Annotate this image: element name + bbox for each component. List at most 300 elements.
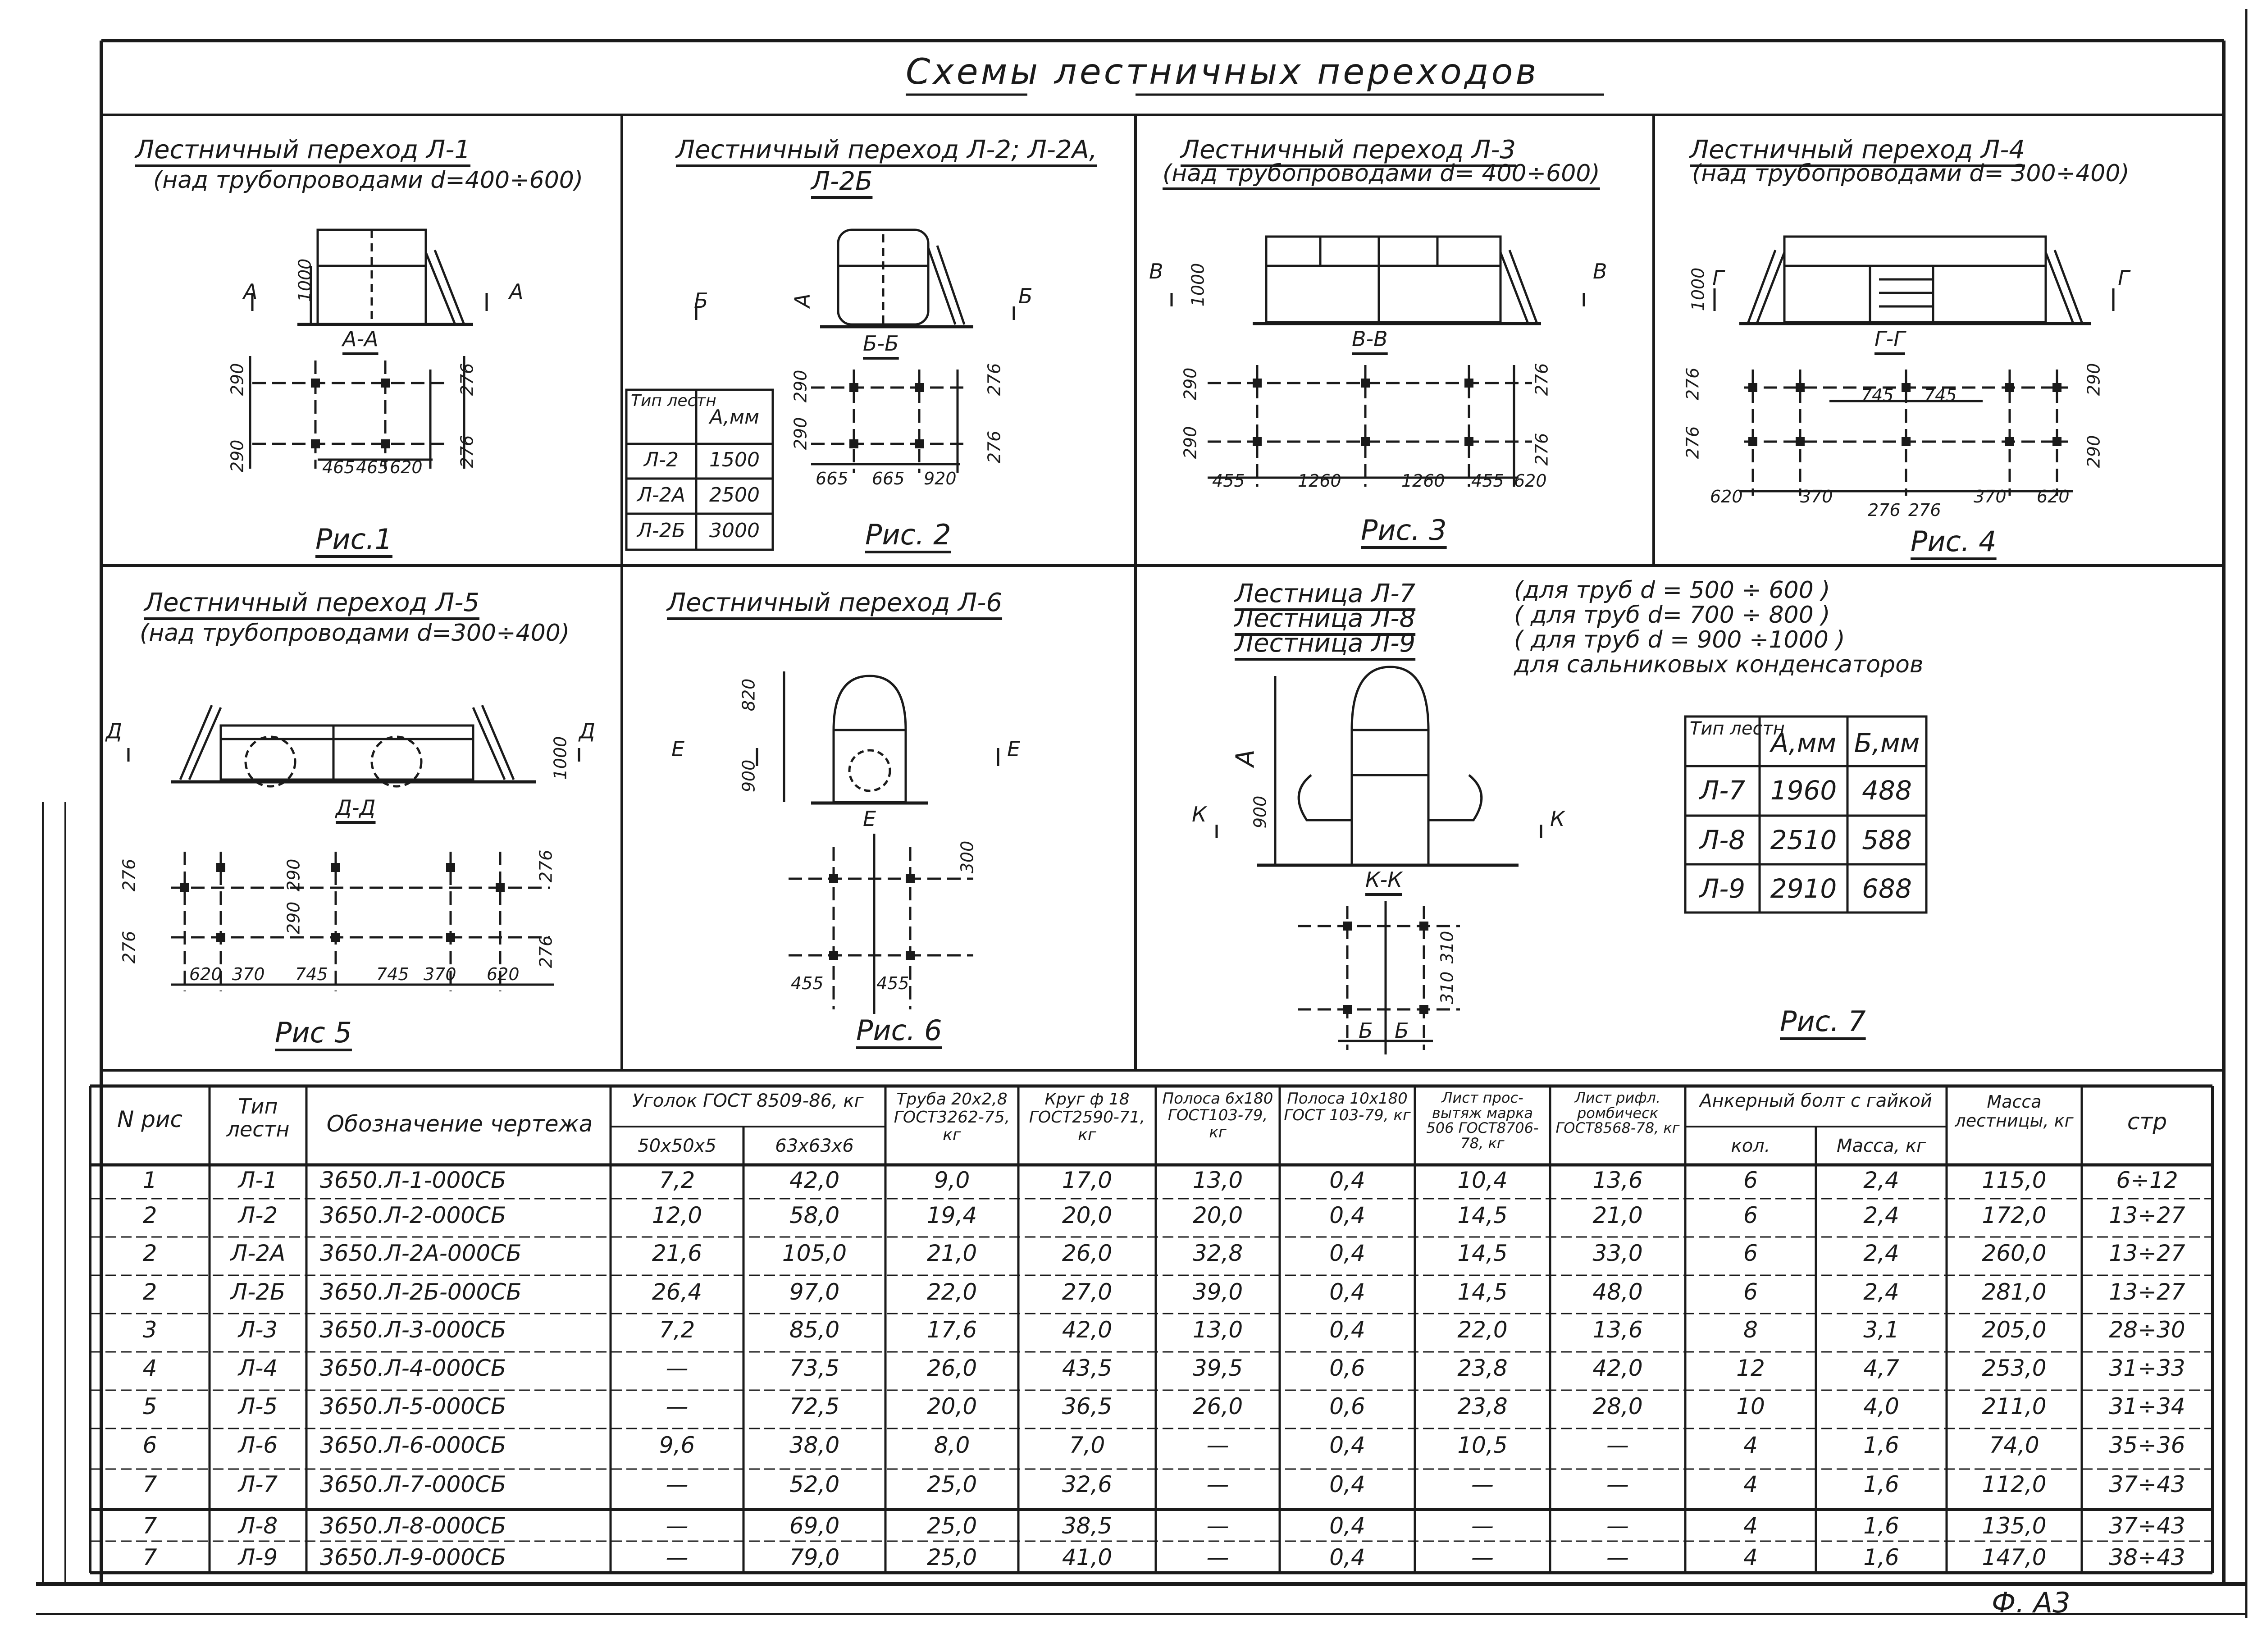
spec-cell: 1,6: [1863, 1513, 1899, 1539]
spec-cell: 7: [142, 1544, 157, 1570]
panel7-table-header-b: Б,мм: [1854, 728, 1920, 758]
spec-cell: 0,4: [1329, 1240, 1365, 1266]
panel7-table-cell: Л-7: [1699, 775, 1746, 806]
spec-cell: 20,0: [926, 1393, 977, 1419]
panel7-table-cell: Л-9: [1699, 873, 1746, 904]
spec-cell: 7,2: [659, 1317, 695, 1343]
spec-cell: Л-6: [238, 1432, 278, 1458]
spec-cell: Л-2А: [230, 1240, 286, 1266]
spec-cell: —: [1606, 1471, 1629, 1497]
spec-cell: 9,0: [934, 1167, 970, 1193]
panel3-mark-left: В: [1149, 259, 1163, 283]
panel2-table-cell: 2500: [709, 484, 760, 507]
spec-cell: 6÷12: [2116, 1167, 2178, 1193]
panel7-note-l9: ( для труб d = 900 ÷1000 ): [1514, 626, 1845, 653]
spec-cell: 4,7: [1863, 1355, 1899, 1381]
spec-cell: 3650.Л-2Б-000СБ: [320, 1279, 522, 1305]
spec-cell: 3650.Л-8-000СБ: [320, 1513, 506, 1539]
panel7-mark-right: К: [1550, 807, 1565, 831]
spec-cell: Л-7: [238, 1471, 278, 1497]
panel6-mark-right: Е: [1007, 737, 1021, 761]
panel7-title-l8: Лестница Л-8: [1235, 604, 1416, 633]
spec-cell: 5: [142, 1393, 157, 1419]
spec-cell: 85,0: [789, 1317, 840, 1343]
panel3-dim-v4: 276: [1532, 433, 1552, 466]
spec-cell: 205,0: [1982, 1317, 2047, 1343]
panel7-dim-a: А: [1231, 749, 1260, 767]
spec-cell: 25,0: [926, 1471, 977, 1497]
panel2-table-header-type: Тип лестн: [631, 392, 716, 410]
spec-cell: 32,6: [1062, 1471, 1113, 1497]
spec-cell: 19,4: [926, 1202, 977, 1228]
panel2-dim-v1: 290: [790, 370, 811, 403]
panel7-mark-left: К: [1192, 802, 1207, 826]
panel5-title: Лестничный переход Л-5: [144, 588, 480, 617]
panel3-dim-b1: 455: [1212, 471, 1245, 491]
spec-cell: 38,5: [1062, 1513, 1113, 1539]
spec-cell: 0,4: [1329, 1432, 1365, 1458]
panel7-dim-b1: Б: [1359, 1018, 1373, 1043]
panel1-section: А-А: [342, 327, 379, 351]
panel7-table-header-a: А,мм: [1770, 728, 1837, 758]
spec-header-n: N рис: [117, 1106, 183, 1132]
panel7-note-l7: (для труб d = 500 ÷ 600 ): [1514, 577, 1830, 604]
panel2-table-header-a: А,мм: [709, 406, 760, 429]
spec-cell: 21,6: [652, 1240, 702, 1266]
panel7-table-cell: 488: [1862, 775, 1912, 806]
panel6-mark-left: Е: [671, 737, 685, 761]
spec-cell: —: [1606, 1544, 1629, 1570]
panel4-dim-t2: 745: [1924, 385, 1957, 405]
spec-cell: 6: [1743, 1202, 1758, 1228]
panel3-dim-b2: 1260: [1298, 471, 1341, 491]
panel1-dim-v4: 276: [457, 435, 477, 468]
panel2-title: Лестничный переход Л-2; Л-2А,: [676, 135, 1097, 164]
spec-cell: 42,0: [1592, 1355, 1643, 1381]
spec-cell: 42,0: [789, 1167, 840, 1193]
spec-cell: 13,0: [1192, 1167, 1243, 1193]
spec-cell: 3: [142, 1317, 157, 1343]
panel1-figure-label: Рис.1: [315, 523, 392, 556]
spec-cell: —: [1471, 1544, 1494, 1570]
panel7-drawing: [1217, 667, 1926, 1054]
panel2-section: Б-Б: [863, 331, 899, 356]
panel5-dim-b1: 620: [189, 964, 222, 984]
spec-cell: Л-8: [238, 1513, 278, 1539]
panel6-dim-b1: 455: [791, 973, 824, 993]
panel1-dim-v2: 290: [227, 439, 247, 473]
panel1-dim-h: 1000: [295, 258, 315, 302]
spec-cell: —: [666, 1513, 689, 1539]
panel4-dim-b3: 276: [1868, 500, 1901, 520]
spec-cell: 41,0: [1062, 1544, 1113, 1570]
spec-cell: 0,4: [1329, 1544, 1365, 1570]
spec-cell: 13,0: [1192, 1317, 1243, 1343]
panel5-dim-b2: 370: [232, 964, 265, 984]
panel1-dim-v1: 290: [227, 363, 247, 396]
panel6-figure-label: Рис. 6: [856, 1014, 942, 1047]
panel1-dim-b3: 620: [390, 457, 423, 477]
spec-cell: 26,4: [652, 1279, 702, 1305]
spec-cell: —: [1206, 1471, 1229, 1497]
panel5-figure-label: Рис 5: [275, 1016, 352, 1049]
spec-cell: 17,6: [926, 1317, 977, 1343]
spec-cell: 12: [1736, 1355, 1765, 1381]
spec-cell: 23,8: [1457, 1393, 1508, 1419]
panel7-table-cell: 588: [1862, 825, 1912, 855]
panel4-dim-b2: 370: [1800, 487, 1833, 507]
spec-cell: —: [666, 1393, 689, 1419]
panel1-subtitle: (над трубопроводами d=400÷600): [153, 167, 584, 194]
panel5-dim-v4: 290: [283, 901, 304, 935]
panel2-dim-b3: 920: [924, 469, 957, 488]
panel1-dim-b2: 465: [356, 457, 389, 477]
spec-cell: 0,4: [1329, 1317, 1365, 1343]
spec-cell: 3,1: [1863, 1317, 1899, 1343]
spec-cell: 1,6: [1863, 1471, 1899, 1497]
spec-cell: 4: [1743, 1513, 1758, 1539]
panel5-subtitle: (над трубопроводами d=300÷400): [140, 620, 570, 647]
panel5-dim-v3: 290: [283, 858, 304, 892]
spec-cell: 1: [142, 1167, 157, 1193]
panel3-mark-right: В: [1593, 259, 1607, 283]
panel5-dim-b4: 745: [376, 964, 409, 984]
panel5-drawing: [128, 705, 579, 991]
spec-cell: 6: [1743, 1167, 1758, 1193]
format-stamp: Ф. А3: [1992, 1586, 2071, 1619]
spec-cell: 28÷30: [2109, 1317, 2185, 1343]
spec-header-bolt-qty: кол.: [1731, 1136, 1770, 1156]
spec-cell: 26,0: [1192, 1393, 1243, 1419]
spec-cell: 147,0: [1982, 1544, 2047, 1570]
spec-cell: 4,0: [1863, 1393, 1899, 1419]
panel7-table-cell: 688: [1862, 873, 1912, 904]
spec-cell: 112,0: [1982, 1471, 2047, 1497]
panel6-dim-h1: 820: [739, 678, 759, 712]
spec-cell: 14,5: [1457, 1202, 1508, 1228]
panel2-dim-b2: 665: [872, 469, 905, 488]
panel7-table-cell: 2910: [1770, 873, 1837, 904]
panel3-dim-v3: 276: [1532, 363, 1552, 396]
panel5-mark-right: Д: [579, 719, 595, 743]
spec-cell: 39,5: [1192, 1355, 1243, 1381]
spec-cell: 13÷27: [2109, 1202, 2185, 1228]
spec-cell: Л-1: [238, 1167, 278, 1193]
spec-cell: 2,4: [1863, 1167, 1899, 1193]
spec-cell: 22,0: [1457, 1317, 1508, 1343]
spec-cell: 7: [142, 1513, 157, 1539]
panel4-figure-label: Рис. 4: [1911, 525, 1997, 558]
spec-cell: 26,0: [1062, 1240, 1113, 1266]
spec-cell: 105,0: [782, 1240, 847, 1266]
spec-cell: 260,0: [1982, 1240, 2047, 1266]
spec-cell: 2,4: [1863, 1279, 1899, 1305]
spec-header-strip10: Полоса 10х180 ГОСТ 103-79, кг: [1284, 1090, 1411, 1125]
panel2-dim-b1: 665: [816, 469, 848, 488]
panel4-dim-t1: 745: [1861, 385, 1894, 405]
spec-cell: Л-5: [238, 1393, 278, 1419]
panel6-dim-h2: 900: [739, 759, 759, 793]
spec-cell: 28,0: [1592, 1393, 1643, 1419]
spec-cell: 21,0: [1592, 1202, 1643, 1228]
spec-cell: 115,0: [1982, 1167, 2047, 1193]
spec-cell: 4: [1743, 1471, 1758, 1497]
spec-cell: 20,0: [1192, 1202, 1243, 1228]
spec-cell: 9,6: [659, 1432, 695, 1458]
spec-cell: 21,0: [926, 1240, 977, 1266]
spec-cell: 3650.Л-7-000СБ: [320, 1471, 506, 1497]
spec-cell: —: [1606, 1513, 1629, 1539]
spec-cell: 43,5: [1062, 1355, 1113, 1381]
panel2-dim-v3: 276: [984, 363, 1004, 396]
spec-header-angle-63: 63х63х6: [775, 1136, 854, 1156]
spec-cell: 7: [142, 1471, 157, 1497]
spec-cell: 14,5: [1457, 1240, 1508, 1266]
spec-cell: 0,6: [1329, 1393, 1365, 1419]
panel3-subtitle: (над трубопроводами d= 400÷600): [1163, 160, 1600, 187]
spec-header-angle-50: 50х50х5: [638, 1136, 716, 1156]
panel2-table-cell: Л-2Б: [637, 519, 686, 542]
spec-cell: 0,4: [1329, 1279, 1365, 1305]
spec-cell: 2: [142, 1202, 157, 1228]
spec-cell: 27,0: [1062, 1279, 1113, 1305]
spec-cell: 72,5: [789, 1393, 840, 1419]
spec-cell: —: [1471, 1513, 1494, 1539]
spec-cell: —: [1606, 1432, 1629, 1458]
panel3-section: В-В: [1352, 327, 1388, 351]
spec-cell: 31÷34: [2109, 1393, 2185, 1419]
spec-cell: 281,0: [1982, 1279, 2047, 1305]
panel7-figure-label: Рис. 7: [1780, 1005, 1866, 1038]
panel5-dim-v1: 276: [119, 858, 139, 892]
spec-cell: 32,8: [1192, 1240, 1243, 1266]
spec-cell: 2,4: [1863, 1240, 1899, 1266]
spec-cell: —: [1206, 1513, 1229, 1539]
spec-cell: 13,6: [1592, 1167, 1643, 1193]
panel7-table-cell: Л-8: [1699, 825, 1746, 855]
panel2-figure-label: Рис. 2: [865, 518, 951, 551]
panel4-subtitle: (над трубопроводами d= 300÷400): [1692, 160, 2130, 187]
spec-cell: 20,0: [1062, 1202, 1113, 1228]
panel2-table-cell: Л-2: [644, 448, 679, 471]
panel4-mark-right: Г: [2118, 266, 2130, 290]
spec-cell: 38,0: [789, 1432, 840, 1458]
panel3-dim-b5: 620: [1514, 471, 1547, 491]
spec-cell: 0,4: [1329, 1167, 1365, 1193]
spec-cell: 172,0: [1982, 1202, 2047, 1228]
panel3-figure-label: Рис. 3: [1361, 514, 1447, 547]
spec-cell: 36,5: [1062, 1393, 1113, 1419]
spec-cell: 0,4: [1329, 1513, 1365, 1539]
panel4-dim-b5: 370: [1974, 487, 2007, 507]
spec-cell: 3650.Л-9-000СБ: [320, 1544, 506, 1570]
panel2-dim-a: А: [790, 293, 815, 308]
panel2-title-line2: Л-2Б: [811, 167, 873, 196]
spec-cell: Л-9: [238, 1544, 278, 1570]
spec-cell: 22,0: [926, 1279, 977, 1305]
panel7-dim-h: 900: [1250, 795, 1270, 829]
panel2-table-cell: 3000: [709, 519, 760, 542]
spec-cell: 42,0: [1062, 1317, 1113, 1343]
spec-cell: 8: [1743, 1317, 1758, 1343]
spec-cell: 6: [142, 1432, 157, 1458]
panel6-title: Лестничный переход Л-6: [667, 588, 1003, 617]
spec-cell: 97,0: [789, 1279, 840, 1305]
panel4-dim-b6: 620: [2037, 487, 2070, 507]
panel3-dim-v2: 290: [1180, 426, 1200, 459]
spec-cell: 73,5: [789, 1355, 840, 1381]
panel5-mark-left: Д: [106, 719, 122, 743]
panel2-table-cell: Л-2А: [637, 484, 686, 507]
spec-header-angle: Уголок ГОСТ 8509-86, кг: [632, 1091, 864, 1111]
spec-cell: —: [1206, 1432, 1229, 1458]
spec-cell: 13÷27: [2109, 1240, 2185, 1266]
panel4-drawing: [1715, 237, 2113, 496]
panel5-section: Д-Д: [336, 795, 376, 820]
panel2-dim-v4: 276: [984, 430, 1004, 464]
spec-cell: 6: [1743, 1279, 1758, 1305]
panel1-title: Лестничный переход Л-1: [135, 135, 471, 164]
spec-cell: 0,4: [1329, 1471, 1365, 1497]
spec-cell: Л-4: [238, 1355, 278, 1381]
spec-header-round: Круг ф 18 ГОСТ2590-71, кг: [1029, 1090, 1145, 1145]
panel4-section: Г-Г: [1874, 327, 1905, 351]
panel7-note-l8: ( для труб d= 700 ÷ 800 ): [1514, 602, 1830, 629]
panel4-mark-left: Г: [1712, 266, 1724, 290]
panel5-dim-v2: 276: [119, 931, 139, 964]
spec-cell: 7,0: [1069, 1432, 1105, 1458]
spec-cell: 10,5: [1457, 1432, 1508, 1458]
spec-cell: 79,0: [789, 1544, 840, 1570]
spec-header-page: стр: [2127, 1109, 2167, 1135]
panel4-dim-b1: 620: [1710, 487, 1743, 507]
spec-cell: 25,0: [926, 1544, 977, 1570]
panel2-table-cell: 1500: [709, 448, 760, 471]
panel5-dim-v5: 276: [536, 849, 556, 883]
spec-cell: 39,0: [1192, 1279, 1243, 1305]
panel7-note-condensers: для сальниковых конденсаторов: [1514, 651, 1924, 678]
panel1-dim-v3: 276: [457, 363, 477, 396]
spec-cell: 48,0: [1592, 1279, 1643, 1305]
spec-header-strip6: Полоса 6х180 ГОСТ103-79, кг: [1162, 1090, 1273, 1141]
spec-header-bolt-mass: Масса, кг: [1836, 1136, 1926, 1156]
spec-cell: 69,0: [789, 1513, 840, 1539]
spec-cell: 58,0: [789, 1202, 840, 1228]
spec-cell: 7,2: [659, 1167, 695, 1193]
spec-header-drawing: Обозначение чертежа: [326, 1111, 593, 1137]
spec-header-pipe: Труба 20х2,8 ГОСТ3262-75, кг: [894, 1090, 1010, 1145]
spec-header-bolt: Анкерный болт с гайкой: [1700, 1091, 1932, 1111]
spec-cell: 211,0: [1982, 1393, 2047, 1419]
spec-cell: 135,0: [1982, 1513, 2047, 1539]
spec-cell: 52,0: [789, 1471, 840, 1497]
panel3-dim-b4: 455: [1471, 471, 1504, 491]
panel6-dim-v1: 300: [957, 840, 977, 874]
spec-cell: Л-2: [238, 1202, 278, 1228]
sheet-title: Схемы лестничных переходов: [906, 52, 1539, 92]
spec-cell: 1,6: [1863, 1432, 1899, 1458]
panel3-dim-v1: 290: [1180, 367, 1200, 401]
spec-cell: 25,0: [926, 1513, 977, 1539]
panel5-dim-b6: 620: [487, 964, 520, 984]
panel7-title-l9: Лестница Л-9: [1235, 629, 1416, 658]
spec-header-sheet-ribbed: Лист рифл. ромбическ ГОСТ8568-78, кг: [1555, 1089, 1680, 1137]
spec-cell: —: [666, 1355, 689, 1381]
spec-cell: 37÷43: [2109, 1471, 2185, 1497]
spec-cell: 31÷33: [2109, 1355, 2185, 1381]
spec-cell: 4: [1743, 1432, 1758, 1458]
spec-cell: 8,0: [934, 1432, 970, 1458]
panel6-section: Е: [863, 807, 876, 831]
spec-cell: —: [666, 1544, 689, 1570]
panel1-mark-left: А: [243, 279, 258, 304]
spec-cell: 3650.Л-1-000СБ: [320, 1167, 506, 1193]
spec-cell: 3650.Л-2А-000СБ: [320, 1240, 522, 1266]
panel7-table-header-type: Тип лестн: [1690, 718, 1785, 739]
spec-cell: —: [1471, 1471, 1494, 1497]
panel2-mark-left: Б: [694, 288, 708, 313]
spec-cell: 3650.Л-4-000СБ: [320, 1355, 506, 1381]
panel1-dim-b1: 465: [322, 457, 355, 477]
spec-cell: —: [666, 1471, 689, 1497]
spec-cell: 6: [1743, 1240, 1758, 1266]
spec-cell: 35÷36: [2109, 1432, 2185, 1458]
panel4-dim-v2: 276: [1683, 426, 1703, 459]
panel4-dim-h: 1000: [1688, 267, 1708, 311]
spec-cell: 10: [1736, 1393, 1765, 1419]
spec-cell: Л-2Б: [230, 1279, 286, 1305]
spec-cell: 12,0: [652, 1202, 702, 1228]
spec-cell: 4: [1743, 1544, 1758, 1570]
spec-cell: 3650.Л-2-000СБ: [320, 1202, 506, 1228]
panel2-mark-right: Б: [1018, 284, 1033, 308]
spec-cell: 14,5: [1457, 1279, 1508, 1305]
spec-cell: 2,4: [1863, 1202, 1899, 1228]
panel5-dim-h: 1000: [550, 736, 570, 780]
spec-cell: 13,6: [1592, 1317, 1643, 1343]
panel5-dim-b3: 745: [295, 964, 328, 984]
panel4-dim-v4: 290: [2084, 435, 2104, 468]
spec-cell: 33,0: [1592, 1240, 1643, 1266]
spec-cell: 10,4: [1457, 1167, 1508, 1193]
panel7-table-cell: 2510: [1770, 825, 1837, 855]
spec-cell: 23,8: [1457, 1355, 1508, 1381]
panel7-dim-v1: 310: [1437, 931, 1457, 964]
panel3-title: Лестничный переход Л-3: [1181, 135, 1516, 164]
spec-cell: 3650.Л-6-000СБ: [320, 1432, 506, 1458]
panel5-dim-b5: 370: [424, 964, 456, 984]
panel7-dim-b2: Б: [1395, 1018, 1409, 1043]
spec-cell: 13÷27: [2109, 1279, 2185, 1305]
panel3-drawing: [1172, 237, 1584, 487]
panel3-dim-h: 1000: [1188, 263, 1208, 307]
spec-cell: 74,0: [1989, 1432, 2039, 1458]
spec-cell: 17,0: [1062, 1167, 1113, 1193]
spec-cell: —: [1206, 1544, 1229, 1570]
panel2-dim-v2: 290: [790, 417, 811, 450]
panel6-dim-b2: 455: [876, 973, 909, 993]
panel3-dim-b3: 1260: [1401, 471, 1445, 491]
spec-header-mass: Масса лестницы, кг: [1955, 1092, 2074, 1131]
spec-cell: 0,4: [1329, 1202, 1365, 1228]
panel7-title-l7: Лестница Л-7: [1235, 579, 1416, 608]
panel5-dim-v6: 276: [536, 935, 556, 968]
spec-cell: 253,0: [1982, 1355, 2047, 1381]
panel4-dim-v1: 276: [1683, 367, 1703, 401]
spec-cell: 3650.Л-3-000СБ: [320, 1317, 506, 1343]
spec-cell: 38÷43: [2109, 1544, 2185, 1570]
panel7-section: К-К: [1365, 867, 1402, 892]
